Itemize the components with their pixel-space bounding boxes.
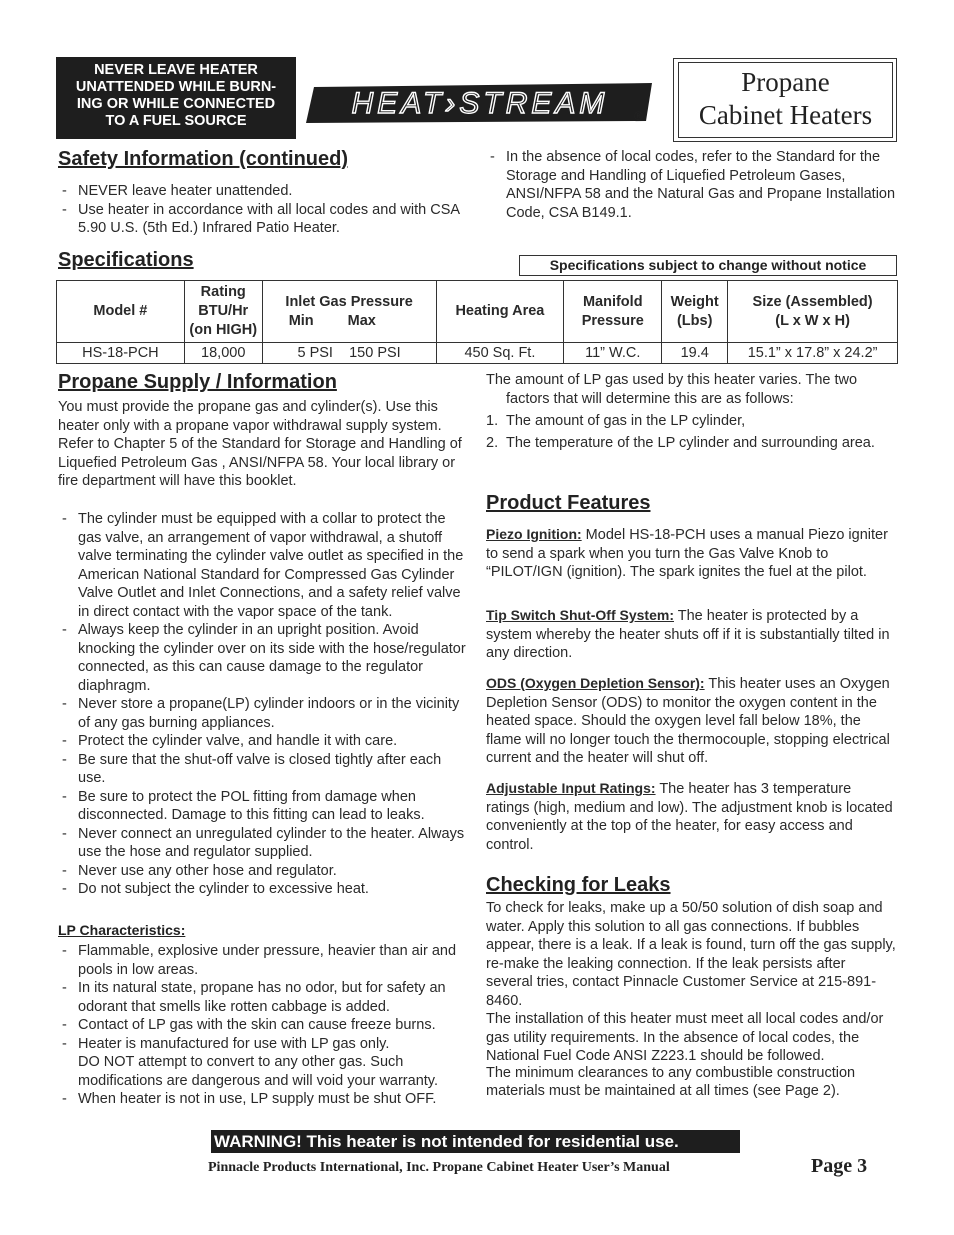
document-title-line: Propane xyxy=(741,67,830,97)
header-warning-line: TO A FUEL SOURCE xyxy=(105,113,247,129)
cell-size: 15.1” x 17.8” x 24.2” xyxy=(728,343,898,364)
propane-heading: Propane Supply / Information xyxy=(58,371,337,393)
list-item: - Heater is manufactured for use with LP gas only. DO NOT attempt to convert to any other gas. Such modifications are dangerous and will void your warranty. xyxy=(62,1035,438,1089)
specifications-note: Specifications subject to change without notice xyxy=(519,255,897,276)
list-item: - Never use any other hose and regulator. xyxy=(62,862,337,879)
column-header-rating: Rating BTU/Hr (on HIGH) xyxy=(184,281,262,343)
list-item: - Never connect an unregulated cylinder to the heater. Always use the hose and regulator supplied. xyxy=(62,825,465,860)
residential-warning-banner: WARNING! This heater is not intended for residential use. xyxy=(211,1130,740,1153)
logo-registered-mark: ® xyxy=(634,109,643,123)
column-header-size: Size (Assembled) (L x W x H) xyxy=(728,281,898,343)
column-header-model: Model # xyxy=(57,281,185,343)
cell-model: HS-18-PCH xyxy=(57,343,185,364)
page-number: Page 3 xyxy=(811,1155,868,1177)
cell-heating-area: 450 Sq. Ft. xyxy=(436,343,564,364)
column-header-manifold: Manifold Pressure xyxy=(564,281,662,343)
leaks-heading: Checking for Leaks xyxy=(486,874,671,896)
list-item: - The cylinder must be equipped with a collar to protect the gas valve, an arrangement of vapor withdrawal, a shutoff valve terminating the cylinder valve outlet as specified in the American National Standard for Compressed Gas Cylinder Valve Outlet and Inlet Connections, and a safety relief valve in direct contact with the vapor space of the tank. xyxy=(62,511,464,620)
leaks-paragraph: To check for leaks, make up a 50/50 solution of dish soap and water. Apply this solution to all gas connections. If bubbles appear, there is a leak. If a leak is found, turn off the gas supply, re-make the leaking connection. If the leak persists after several tries, contact Pinnacle Customer Service at 215-891-8460. xyxy=(486,900,896,1009)
header-warning-line: UNATTENDED WHILE BURN- xyxy=(75,79,277,95)
feature-label: Piezo Ignition: xyxy=(486,526,582,542)
column-header-inlet-pressure: Inlet Gas Pressure Min Max xyxy=(262,281,436,343)
list-item: 1. The amount of gas in the LP cylinder, xyxy=(486,413,746,429)
cell-weight: 19.4 xyxy=(662,343,728,364)
feature-label: ODS (Oxygen Depletion Sensor): xyxy=(486,675,705,691)
logo-wordmark: HEAT›STREAM xyxy=(351,87,609,120)
list-item: - In its natural state, propane has no odor, but for safety an odorant that smells like rotten cabbage is added. xyxy=(62,980,446,1015)
cell-manifold: 11” W.C. xyxy=(564,343,662,364)
cell-rating: 18,000 xyxy=(184,343,262,364)
list-item: - Never store a propane(LP) cylinder indoors or in the vicinity of any gas burning appliances. xyxy=(62,696,460,731)
specifications-table xyxy=(56,280,898,364)
list-item: - Use heater in accordance with all local codes and with CSA 5.90 U.S. (5th Ed.) Infrared Patio Heater. xyxy=(62,201,460,236)
safety-list-right xyxy=(486,148,896,222)
leaks-block xyxy=(486,899,896,1101)
cell-inlet-pressure: 5 PSI 150 PSI xyxy=(262,343,436,364)
list-item: - Be sure to protect the POL fitting from damage when disconnected. Damage to this fitting can lead to leaks. xyxy=(62,788,425,823)
propane-intro: You must provide the propane gas and cylinder(s). Use this heater only with a propane vapor withdrawal supply system. Refer to Chapter 5 of the Standard for Storage and Handling of Liquefied Petroleum Gas , ANSI/NFPA 58. Your local library or fire department will have this booklet. xyxy=(58,399,462,489)
lp-usage-list xyxy=(486,412,896,452)
column-header-heating-area: Heating Area xyxy=(436,281,564,343)
lp-characteristics-list xyxy=(58,942,474,1109)
header-warning-line: NEVER LEAVE HEATER xyxy=(94,62,258,78)
table-row xyxy=(57,343,898,364)
list-item: - Protect the cylinder valve, and handle it with care. xyxy=(62,733,398,749)
features-item: Piezo Ignition: Model HS-18-PCH uses a manual Piezo igniter to send a spark when you turn the Gas Valve Knob to “PILOT/IGN (ignition). The spark ignites the fuel at the pilot. xyxy=(486,526,888,580)
features-heading: Product Features xyxy=(486,492,651,514)
heatstream-logo xyxy=(300,77,660,129)
features-item: Tip Switch Shut-Off System: The heater is protected by a system whereby the heater shuts off if it is substantially tilted in any direction. xyxy=(486,607,890,661)
table-header-row xyxy=(57,281,898,343)
lp-usage-intro: The amount of LP gas used by this heater varies. The two factors that will determine this are as follows: xyxy=(486,372,858,407)
feature-label: Tip Switch Shut-Off System: xyxy=(486,607,674,623)
list-item: - Flammable, explosive under pressure, heavier than air and pools in low areas. xyxy=(62,943,457,978)
list-item: 2. The temperature of the LP cylinder and surrounding area. xyxy=(486,434,875,451)
header-warning-line: ING OR WHILE CONNECTED xyxy=(76,96,276,112)
features-item: ODS (Oxygen Depletion Sensor): This heater uses an Oxygen Depletion Sensor (ODS) to monitor the oxygen content in the heated space. Should the oxygen level fall below 18%, the flame will no longer touch the thermocouple, stopping electrical current and the heater will shut off. xyxy=(486,675,890,766)
leaks-paragraph: The minimum clearances to any combustible construction materials must be maintained at all times (see Page 2). xyxy=(486,1064,856,1099)
footer-manual-title: Pinnacle Products International, Inc. Propane Cabinet Heater User’s Manual xyxy=(208,1160,670,1175)
list-item: - Always keep the cylinder in an upright position. Avoid knocking the cylinder over on its side with the hose/regulator connected, as this can cause damage to the regulator diaphragm. xyxy=(62,622,466,694)
specifications-heading: Specifications xyxy=(58,249,194,271)
safety-heading: Safety Information (continued) xyxy=(58,148,348,170)
features-item: Adjustable Input Ratings: The heater has 3 temperature ratings (high, medium and low). The adjustment knob is located conveniently at the top of the heater, for easy access and control. xyxy=(486,780,893,853)
feature-label: Adjustable Input Ratings: xyxy=(486,780,656,796)
list-item: - When heater is not in use, LP supply must be shut OFF. xyxy=(62,1091,437,1107)
header-warning-box xyxy=(56,57,296,139)
list-item: - In the absence of local codes, refer to the Standard for the Storage and Handling of Liquefied Petroleum Gases, ANSI/NFPA 58 and the Natural Gas and Propane Installation Code, CSA B149.1. xyxy=(490,149,896,221)
lp-usage-block xyxy=(486,371,896,452)
list-item: - NEVER leave heater unattended. xyxy=(62,183,293,199)
propane-list xyxy=(58,510,470,899)
lp-characteristics-heading: LP Characteristics: xyxy=(58,922,186,938)
list-item: - Be sure that the shut-off valve is closed tightly after each use. xyxy=(62,751,442,786)
document-title-box xyxy=(673,58,897,142)
list-item: - Contact of LP gas with the skin can cause freeze burns. xyxy=(62,1017,436,1033)
list-item: - Do not subject the cylinder to excessive heat. xyxy=(62,881,369,897)
leaks-paragraph: The installation of this heater must meet all local codes and/or gas utility requirements. In the absence of local codes, the National Fuel Code ANSI Z223.1 should be followed. xyxy=(486,1011,884,1064)
document-title-line: Cabinet Heaters xyxy=(698,100,873,130)
safety-list xyxy=(58,182,468,238)
column-header-weight: Weight (Lbs) xyxy=(662,281,728,343)
